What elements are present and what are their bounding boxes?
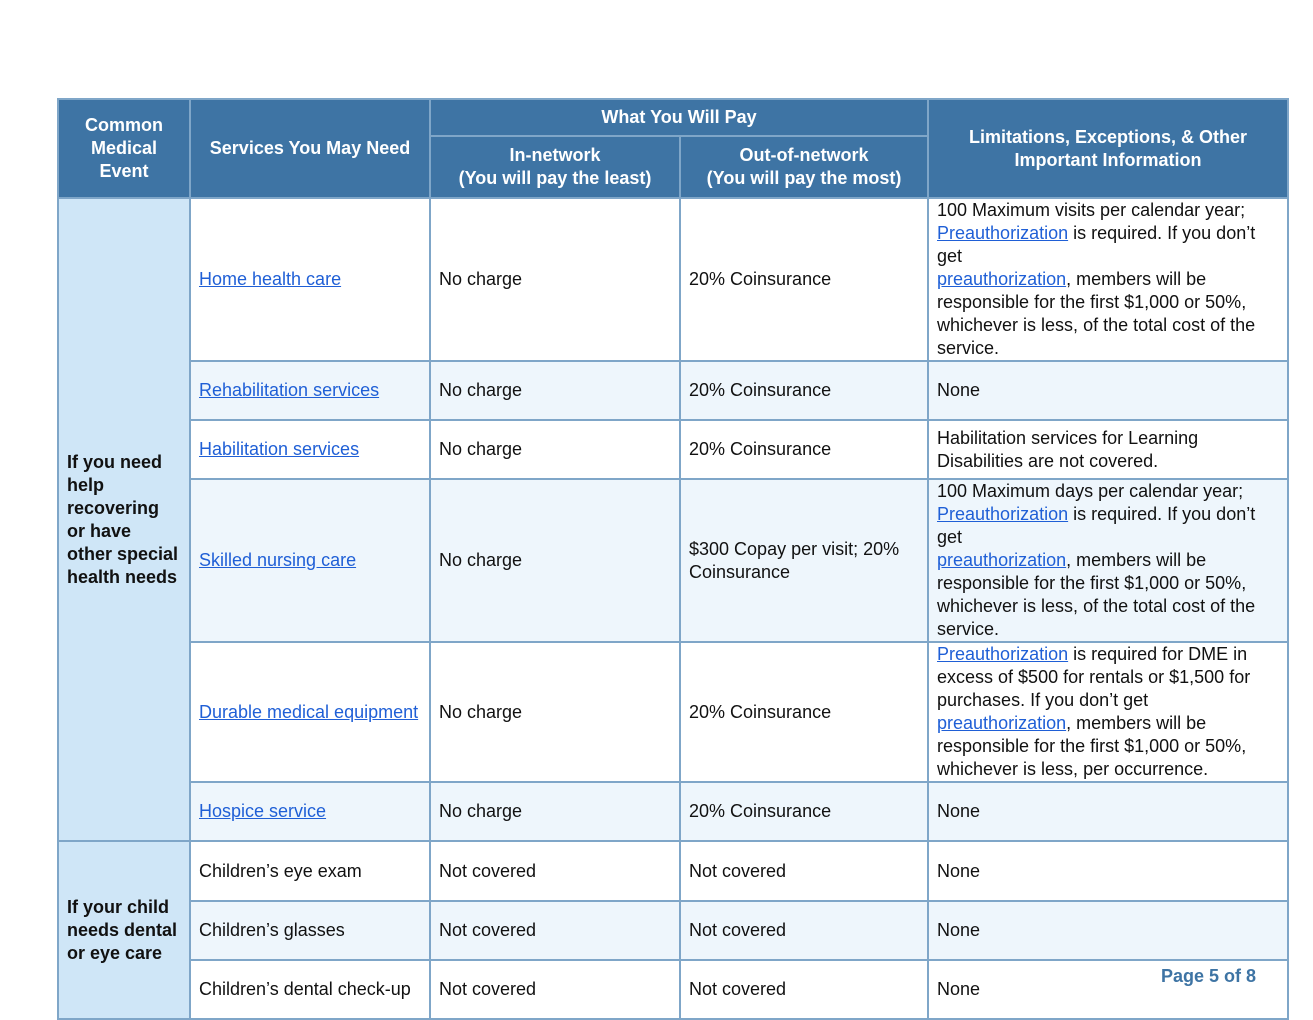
in-network-cell: No charge [430,479,680,642]
table-row [58,361,1288,420]
service-cell [190,479,430,642]
out-network-cell: Not covered [680,901,928,960]
group-child-dental-eye [58,841,1288,1019]
preauthorization-link[interactable]: Preauthorization [937,644,1069,664]
col-header-out-of-network: Out-of-network (You will pay the most) [680,136,928,198]
out-network-cell: Not covered [680,960,928,1019]
in-network-cell: Not covered [430,841,680,901]
in-network-cell: No charge [430,420,680,479]
service-link[interactable]: Home health care [199,269,342,289]
out-network-cell: 20% Coinsurance [680,642,928,782]
service-cell [190,198,430,361]
in-network-cell: No charge [430,782,680,841]
group-special-health-needs [58,198,1288,841]
in-network-cell: Not covered [430,901,680,960]
benefits-table [57,98,1289,1020]
in-network-cell: No charge [430,642,680,782]
preauthorization-link[interactable]: Preauthorization [937,223,1069,243]
limitation-cell: Preauthorization is required for DME in excess of $500 for rentals or $1,500 for purchases. If you don’t get preauthorization, members will be responsible for the first $1,000 or 50%, whichever is less, per occurrence. [928,642,1288,782]
out-network-cell: 20% Coinsurance [680,420,928,479]
table-row [58,198,1288,361]
table-row [58,960,1288,1019]
service-cell: Children’s dental check-up [190,960,430,1019]
service-cell [190,361,430,420]
table-row [58,642,1288,782]
out-network-cell: $300 Copay per visit; 20% Coinsurance [680,479,928,642]
service-cell [190,782,430,841]
event-cell: If your child needs dental or eye care [58,841,190,1019]
col-header-what-you-will-pay: What You Will Pay [430,99,928,136]
limitation-cell: None [928,361,1288,420]
service-link[interactable]: Durable medical equipment [199,701,419,722]
table-row [58,901,1288,960]
limitation-cell: None [928,960,1288,1019]
in-network-cell: Not covered [430,960,680,1019]
preauthorization-link[interactable]: Preauthorization [937,504,1069,524]
page-number: Page 5 of 8 [1160,966,1256,986]
table-row [58,479,1288,642]
service-link[interactable]: Habilitation services [199,439,360,459]
table-row [58,782,1288,841]
service-cell: Children’s glasses [190,901,430,960]
limitation-cell: Habilitation services for Learning Disabilities are not covered. [928,420,1288,479]
in-network-cell: No charge [430,198,680,361]
limitation-cell: 100 Maximum days per calendar year; Preauthorization is required. If you don’t get preauthorization, members will be responsible for the first $1,000 or 50%, whichever is less, of the total cost of the service. [928,479,1288,642]
out-network-cell: Not covered [680,841,928,901]
service-cell [190,420,430,479]
col-header-in-network: In-network (You will pay the least) [430,136,680,198]
event-cell: If you need help recovering or have other special health needs [58,198,190,841]
service-link[interactable]: Rehabilitation services [199,380,380,400]
col-header-limitations: Limitations, Exceptions, & Other Important Information [928,99,1288,198]
col-header-event: Common Medical Event [58,99,190,198]
out-network-cell: 20% Coinsurance [680,198,928,361]
service-cell: Children’s eye exam [190,841,430,901]
preauthorization-link[interactable]: preauthorization [937,269,1067,289]
out-network-cell: 20% Coinsurance [680,782,928,841]
service-cell [190,642,430,782]
preauthorization-link[interactable]: preauthorization [937,550,1067,570]
preauthorization-link[interactable]: preauthorization [937,713,1067,733]
table-header [58,99,1288,198]
limitation-cell: None [928,901,1288,960]
limitation-cell: None [928,841,1288,901]
service-link[interactable]: Skilled nursing care [199,550,357,570]
out-network-cell: 20% Coinsurance [680,361,928,420]
table-row [58,841,1288,901]
in-network-cell: No charge [430,361,680,420]
limitation-cell: 100 Maximum visits per calendar year; Preauthorization is required. If you don’t get preauthorization, members will be responsible for the first $1,000 or 50%, whichever is less, of the total cost of the service. [928,198,1288,361]
table-row [58,420,1288,479]
limitation-cell: None [928,782,1288,841]
service-link[interactable]: Hospice service [199,801,327,821]
col-header-services: Services You May Need [190,99,430,198]
